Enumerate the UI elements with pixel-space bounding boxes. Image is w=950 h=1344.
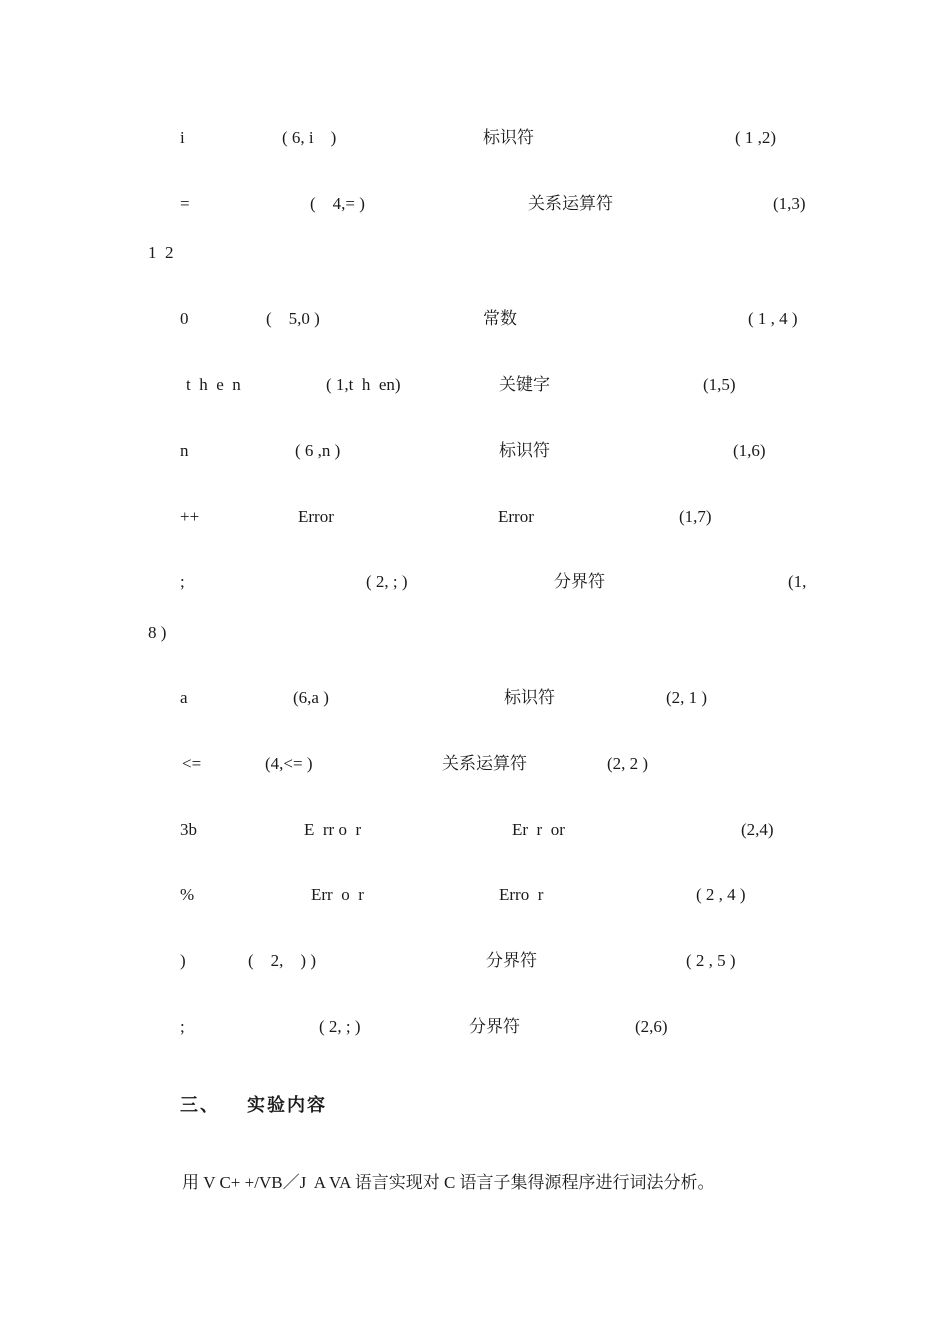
pair-cell: Error [298,507,334,526]
token-cell: <= [182,754,202,773]
category-cell: 标识符 [499,441,550,460]
category-cell: 标识符 [483,128,534,147]
token-cell: 3b [180,820,197,839]
pair-cell: (6,a ) [293,688,329,707]
section-number: 三、 [180,1095,220,1115]
token-cell: % [180,885,195,904]
token-cell: t h e n [186,375,241,394]
category-cell: Er r or [512,820,565,839]
token-cell: ) [180,951,186,970]
pair-cell: ( 2, ) ) [248,951,316,970]
token-cell: 0 [180,309,189,328]
category-cell: Erro r [499,885,544,904]
token-cell: i [180,128,185,147]
position-cell: (1,5) [703,375,736,394]
pair-cell: ( 4,= ) [310,194,365,213]
position-cell: (1,7) [679,507,712,526]
category-cell: 分界符 [554,572,605,591]
category-cell: 关系运算符 [528,194,613,213]
position-cell: ( 1 , 4 ) [748,309,798,328]
pair-cell: (4,<= ) [265,754,313,773]
position-cell: (2, 1 ) [666,688,708,707]
wrapped-text: 1 2 [148,243,174,262]
category-cell: 分界符 [486,951,537,970]
position-cell: (1,3) [773,194,806,213]
category-cell: 关系运算符 [442,754,527,773]
category-cell: 标识符 [504,688,555,707]
pair-cell: Err o r [311,885,364,904]
position-cell: ( 1 ,2) [735,128,777,147]
body-paragraph: 用 V C+ +/VB／J A VA 语言实现对 C 语言子集得源程序进行词法分析。 [182,1173,715,1192]
category-cell: 分界符 [469,1017,520,1036]
position-cell: ( 2 , 4 ) [696,885,746,904]
pair-cell: E rr o r [304,820,362,839]
token-cell: n [180,441,189,460]
pair-cell: ( 2, ; ) [319,1017,361,1036]
category-cell: 关键字 [499,375,550,394]
token-cell: ++ [180,507,200,526]
pair-cell: ( 6 ,n ) [295,441,341,460]
pair-cell: ( 5,0 ) [266,309,320,328]
token-cell: a [180,688,188,707]
position-cell: ( 2 , 5 ) [686,951,736,970]
wrapped-text: 8 ) [148,623,167,642]
position-cell: (2,6) [635,1017,668,1036]
position-cell: (1,6) [733,441,766,460]
token-cell: ; [180,572,185,591]
position-cell: (2, 2 ) [607,754,649,773]
token-cell: ; [180,1017,185,1036]
pair-cell: ( 2, ; ) [366,572,408,591]
position-cell: (1, [788,572,807,591]
pair-cell: ( 6, i ) [282,128,337,147]
token-cell: = [180,194,190,213]
category-cell: Error [498,507,534,526]
category-cell: 常数 [483,309,517,328]
section-title: 实验内容 [247,1095,327,1115]
position-cell: (2,4) [741,820,774,839]
pair-cell: ( 1,t h en) [326,375,401,394]
